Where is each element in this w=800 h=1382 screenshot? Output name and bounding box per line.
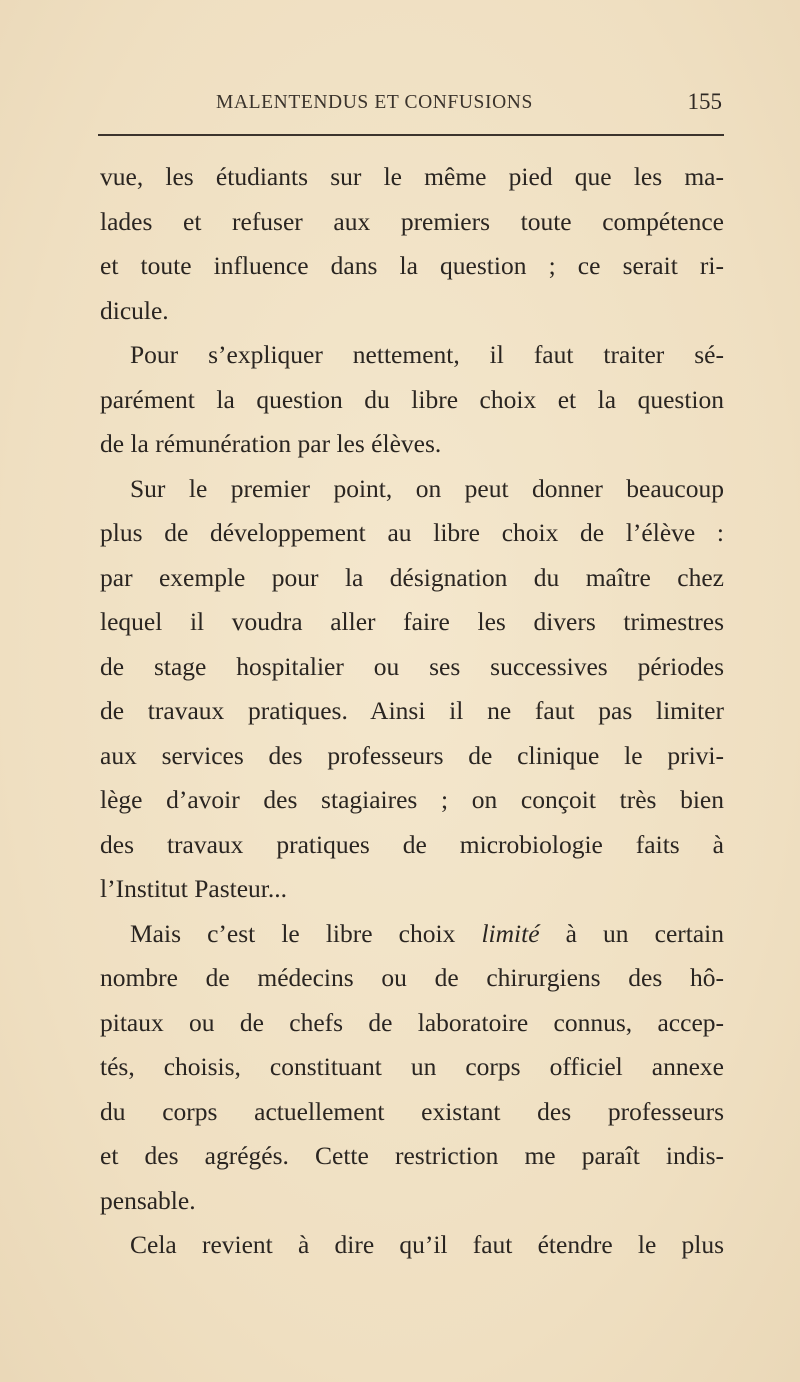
text-line — [100, 912, 724, 957]
text-line: lades et refuser aux premiers toute compétence — [100, 206, 724, 236]
text-line: et des agrégés. Cette restriction me paraît indis- — [100, 1141, 724, 1170]
text-line: de travaux pratiques. Ainsi il ne faut pas limiter — [100, 696, 724, 725]
text-line: des travaux pratiques de microbiologie faits à — [100, 829, 724, 859]
text-line: aux services des professeurs de clinique le privi- — [100, 740, 724, 770]
text-line: lège d’avoir des stagiaires ; on conçoit très bien — [100, 785, 724, 814]
running-head — [98, 89, 724, 124]
text-line: Cela revient à dire qu’il faut étendre le plus — [130, 1230, 724, 1259]
emphasis-word: limité — [481, 918, 540, 948]
text-line: Pour s’expliquer nettement, il faut traiter sé- — [130, 340, 724, 369]
text-line: l’Institut Pasteur... — [100, 874, 287, 903]
text-line: plus de développement au libre choix de l’élève : — [100, 518, 724, 547]
text-line: et toute influence dans la question ; ce serait ri- — [100, 251, 724, 280]
text-line: parément la question du libre choix et la question — [100, 384, 724, 414]
running-title: MALENTENDUS ET CONFUSIONS — [216, 92, 533, 113]
page-number: 155 — [687, 89, 722, 114]
text-line: de stage hospitalier ou ses successives périodes — [100, 651, 724, 681]
text-line: nombre de médecins ou de chirurgiens des hô- — [100, 963, 724, 992]
line-segment: Mais c’est le libre choix — [130, 918, 482, 948]
header-rule — [98, 134, 724, 136]
text-line: dicule. — [100, 295, 169, 325]
text-line: lequel il voudra aller faire les divers trimestres — [100, 607, 724, 636]
text-line: Sur le premier point, on peut donner beaucoup — [130, 473, 724, 503]
text-line: tés, choisis, constituant un corps officiel annexe — [100, 1052, 724, 1081]
line-segment: à un certain — [565, 918, 724, 948]
text-line: de la rémunération par les élèves. — [100, 429, 442, 458]
text-line: par exemple pour la désignation du maître chez — [100, 562, 724, 592]
text-line: pensable. — [100, 1185, 196, 1215]
text-line: du corps actuellement existant des professeurs — [100, 1096, 724, 1126]
text-line: pitaux ou de chefs de laboratoire connus, accep- — [100, 1007, 724, 1037]
text-line: vue, les étudiants sur le même pied que les ma- — [100, 162, 724, 191]
body-text — [100, 155, 724, 1268]
